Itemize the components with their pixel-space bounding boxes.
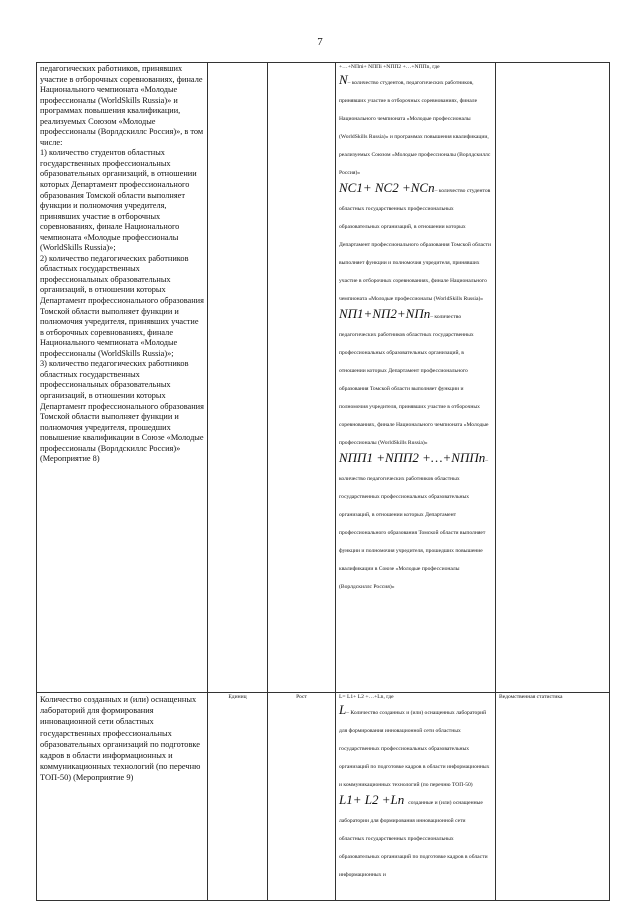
indicator-text: педагогических работников, принявших участие в отборочных соревнованиях, финале Национального чемпионата «Молодые профессионалы (WorldSkills Russia)» и программах повышения квалификации, реализуемых Союзом «Молодые профессионалы (Ворлдскиллс Россия)», в том числе: 1) количество студентов областных государственных профессиональных образовательных организаций, в отношении которых Департамент профессионального образования Томской области выполняет функции и полномочия учредителя, принявших участие в отборочных соревнованиях, финале Национального чемпионата «Молодые профессионалы (WorldSkills Russia)»; 2) количество педагогических работников областных государственных профессиональных образовательных организаций, в отношении которых Департамент профессионального образования Томской области выполняет функции и полномочия учредителя, принявших участие в отборочных соревнованиях, финале Национального чемпионата «Молодые профессионалы (WorldSkills Russia)»; 3) количество педагогических работников областных государственных профессиональных образовательных организаций, в отношении которых Департамент профессионального образования Томской области выполняет функции и полномочия учредителя, прошедших повышение квалификации в Союзе «Молодые профессионалы (Ворлдскиллс Россия)» (Мероприятие 8) — [40, 64, 204, 464]
indicator-text: Количество созданных и (или) оснащенных лабораторий для формирования инновационной сети областных государственных профессиональных образовательных организаций по подготовке кадров в области информационных и коммуникационных технологий (по перечню ТОП-50) (Мероприятие 9) — [40, 695, 201, 783]
direction-cell — [268, 693, 336, 901]
formula-description: – Количество созданных и (или) оснащенных лабораторий для формирования инновационной сети областных государственных профессиональных образовательных организаций по подготовке кадров в области информационных и коммуникационных технологий (по перечню ТОП-50) — [339, 710, 490, 788]
formula-description: – количество студентов, педагогических работников, принявших участие в отборочных соревнованиях, финале Национального чемпионата «Молодые профессионалы (WorldSkills Russia)» и программах повышения квалификации, реализуемых Союзом «Молодые профессионалы (Ворлдскиллс Россия)» — [339, 80, 491, 176]
formula-symbol: NП1+NП2+NПn — [339, 306, 431, 321]
formula-symbol: L1+ L2 +Ln — [339, 792, 405, 807]
formula-block — [339, 449, 492, 593]
formula-symbol: NПП1 +NПП2 +…+NППn — [339, 450, 486, 465]
formula-symbol: NC1+ NC2 +NCn — [339, 180, 435, 195]
formula-block — [339, 791, 492, 881]
indicators-table — [36, 62, 610, 901]
page-number: 7 — [317, 36, 323, 48]
table-row — [37, 693, 610, 901]
formula-symbol: N — [339, 72, 348, 87]
formula-head: +…+NПпi+ NППi +NПП2 +…+NППn, где — [339, 64, 440, 70]
formula-block — [339, 179, 492, 305]
source-text: Ведомственная статистика — [499, 694, 563, 700]
direction-text: Рост — [296, 694, 307, 700]
unit-text: Единиц — [228, 694, 247, 700]
formula-description: – количество педагогических работников областных государственных профессиональных образовательных организаций, в отношении которых Департамент профессионального образования Томской области выполняет функции и полномочия учредителя, принявших участие в отборочных соревнованиях, финале Национального чемпионата «Молодые профессионалы (WorldSkills Russia)» — [339, 314, 489, 446]
formula-block — [339, 71, 492, 179]
formula-description: – количество педагогических работников областных государственных профессиональных образовательных организаций, в отношении которых Департамент профессионального образования Томской области выполняет функции и полномочия учредителя, прошедших повышение квалификации в Союзе «Молодые профессионалы (Ворлдскиллс Россия)» — [339, 458, 489, 590]
formula-cell — [336, 63, 496, 693]
formula-block — [339, 305, 492, 449]
formula-block — [339, 701, 492, 791]
source-cell — [496, 63, 610, 693]
indicator-cell — [37, 693, 208, 901]
unit-cell — [208, 63, 268, 693]
unit-cell — [208, 693, 268, 901]
formula-description: – количество студентов областных государственных профессиональных образовательных организаций, в отношении которых Департамент профессионального образования Томской области выполняет функции и полномочия учредителя, принявших участие в отборочных соревнованиях, финале Национального чемпионата «Молодые профессионалы (WorldSkills Russia)» — [339, 188, 491, 302]
formula-cell — [336, 693, 496, 901]
formula-description: созданные и (или) оснащенные лаборатории для формирования инновационной сети областных государственных профессиональных образовательных организаций по подготовке кадров в области информационных и — [339, 800, 488, 878]
direction-cell — [268, 63, 336, 693]
table-row — [37, 63, 610, 693]
indicator-cell — [37, 63, 208, 693]
formula-head: L= L1+ L2 +…+Ln, где — [339, 694, 394, 700]
formula-symbol: L — [339, 702, 347, 717]
source-cell — [496, 693, 610, 901]
